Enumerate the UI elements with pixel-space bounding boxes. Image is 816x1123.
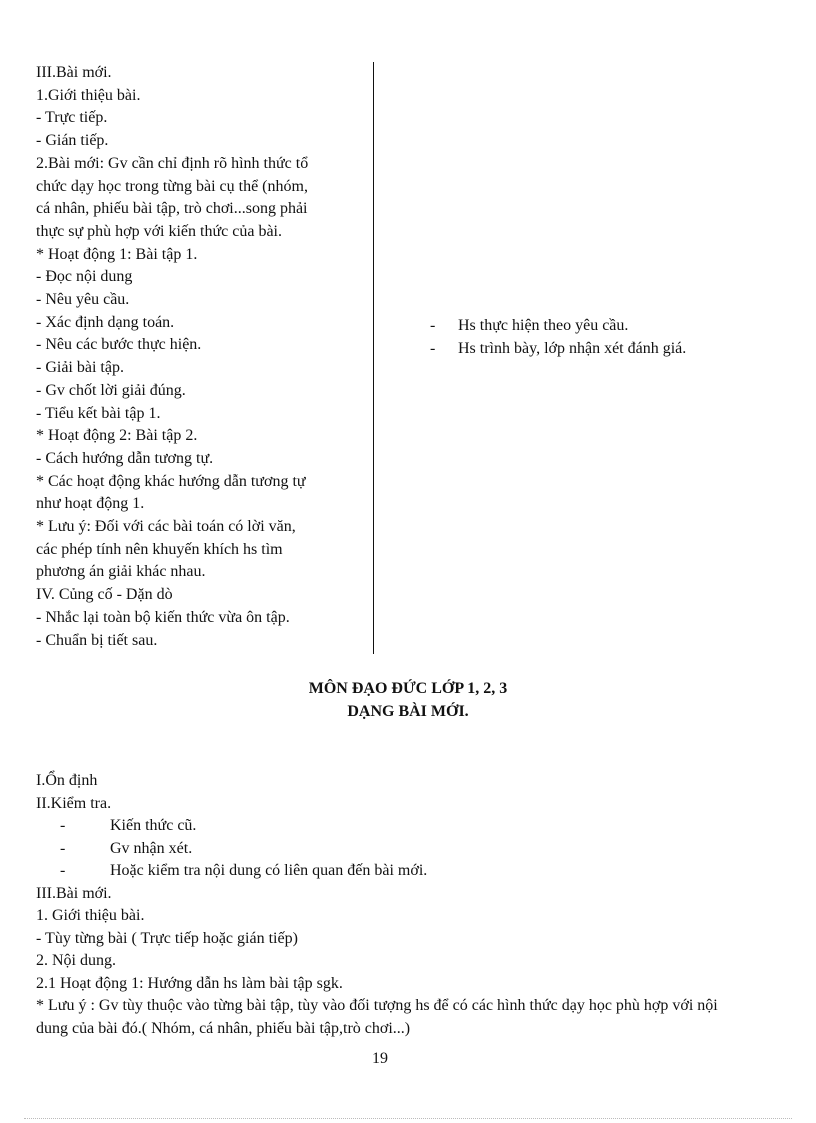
note-paragraph: * Lưu ý : Gv tùy thuộc vào từng bài tập, tùy vào đối tượng hs để có các hình thức dạy học phù hợp với nội dung của bài đó.( Nhóm, cá nhân, phiếu bài tập,trò chơi...)	[36, 997, 718, 1037]
section-heading: MÔN ĐẠO ĐỨC LỚP 1, 2, 3	[308, 680, 508, 697]
left-line: 1.Giới thiệu bài.	[36, 86, 141, 104]
indented-bullet	[36, 838, 756, 861]
left-line: IV. Củng cố - Dặn dò	[36, 586, 173, 604]
line: I.Ổn định	[36, 772, 98, 789]
left-line: * Hoạt động 1: Bài tập 1.	[36, 245, 198, 263]
bullet-text: Hs trình bày, lớp nhận xét đánh giá.	[458, 339, 687, 357]
line: II.Kiểm tra.	[36, 794, 112, 812]
bullet-dash: -	[60, 862, 66, 879]
indented-bullet	[36, 815, 756, 838]
left-line: * Lưu ý: Đối với các bài toán có lời văn,	[36, 518, 296, 536]
left-line: * Các hoạt động khác hướng dẫn tương tự	[36, 472, 306, 490]
left-line: - Tiểu kết bài tập 1.	[36, 404, 161, 422]
left-line: thực sự phù hợp với kiến thức của bài.	[36, 222, 282, 240]
left-line: - Gv chốt lời giải đúng.	[36, 381, 186, 399]
line: III.Bài mới.	[36, 884, 112, 902]
left-line: - Giải bài tập.	[36, 359, 124, 377]
page-number: 19	[372, 1050, 388, 1067]
column-divider	[373, 62, 374, 654]
right-column	[430, 315, 710, 360]
left-line: III.Bài mới.	[36, 64, 112, 81]
left-line: cá nhân, phiếu bài tập, trò chơi...song phải	[36, 200, 308, 218]
left-line: - Xác định dạng toán.	[36, 313, 175, 331]
bullet-dash: -	[430, 339, 436, 357]
left-line: - Gián tiếp.	[36, 132, 109, 150]
left-line: - Nhắc lại toàn bộ kiến thức vừa ôn tập.	[36, 608, 290, 626]
left-line: - Nêu yêu cầu.	[36, 291, 130, 309]
right-bullet	[430, 315, 710, 338]
left-line: như hoạt động 1.	[36, 495, 145, 513]
bullet-text: Kiến thức cũ.	[110, 817, 197, 834]
bullet-text: Gv nhận xét.	[110, 839, 193, 857]
left-line: phương án giải khác nhau.	[36, 563, 206, 581]
left-line: chức dạy học trong từng bài cụ thể (nhóm,	[36, 177, 308, 195]
left-line: - Chuẩn bị tiết sau.	[36, 631, 158, 649]
left-line: - Cách hướng dẫn tương tự.	[36, 449, 214, 467]
left-line: 2.Bài mới: Gv cần chỉ định rõ hình thức tổ	[36, 154, 309, 172]
line: 2. Nội dung.	[36, 952, 116, 969]
right-bullet	[430, 338, 710, 361]
line: 2.1 Hoạt động 1: Hướng dẫn hs làm bài tập sgk.	[36, 974, 343, 992]
line: - Tùy từng bài ( Trực tiếp hoặc gián tiếp)	[36, 929, 298, 947]
left-line: - Trực tiếp.	[36, 109, 108, 127]
left-line: * Hoạt động 2: Bài tập 2.	[36, 427, 198, 445]
bullet-dash: -	[60, 817, 66, 834]
left-line: các phép tính nên khuyến khích hs tìm	[36, 540, 283, 558]
page-bottom-border	[24, 1118, 792, 1119]
indented-bullet	[36, 860, 756, 883]
bullet-text: Hoặc kiểm tra nội dung có liên quan đến bài mới.	[110, 862, 428, 879]
left-line: - Nêu các bước thực hiện.	[36, 336, 202, 354]
line: 1. Giới thiệu bài.	[36, 907, 145, 924]
section-two	[36, 770, 756, 1040]
left-line: - Đọc nội dung	[36, 268, 133, 286]
bullet-text: Hs thực hiện theo yêu cầu.	[458, 317, 629, 334]
left-column	[36, 62, 366, 652]
bullet-dash: -	[60, 839, 66, 857]
section-subheading: DẠNG BÀI MỚI.	[347, 703, 469, 720]
bullet-dash: -	[430, 317, 436, 334]
